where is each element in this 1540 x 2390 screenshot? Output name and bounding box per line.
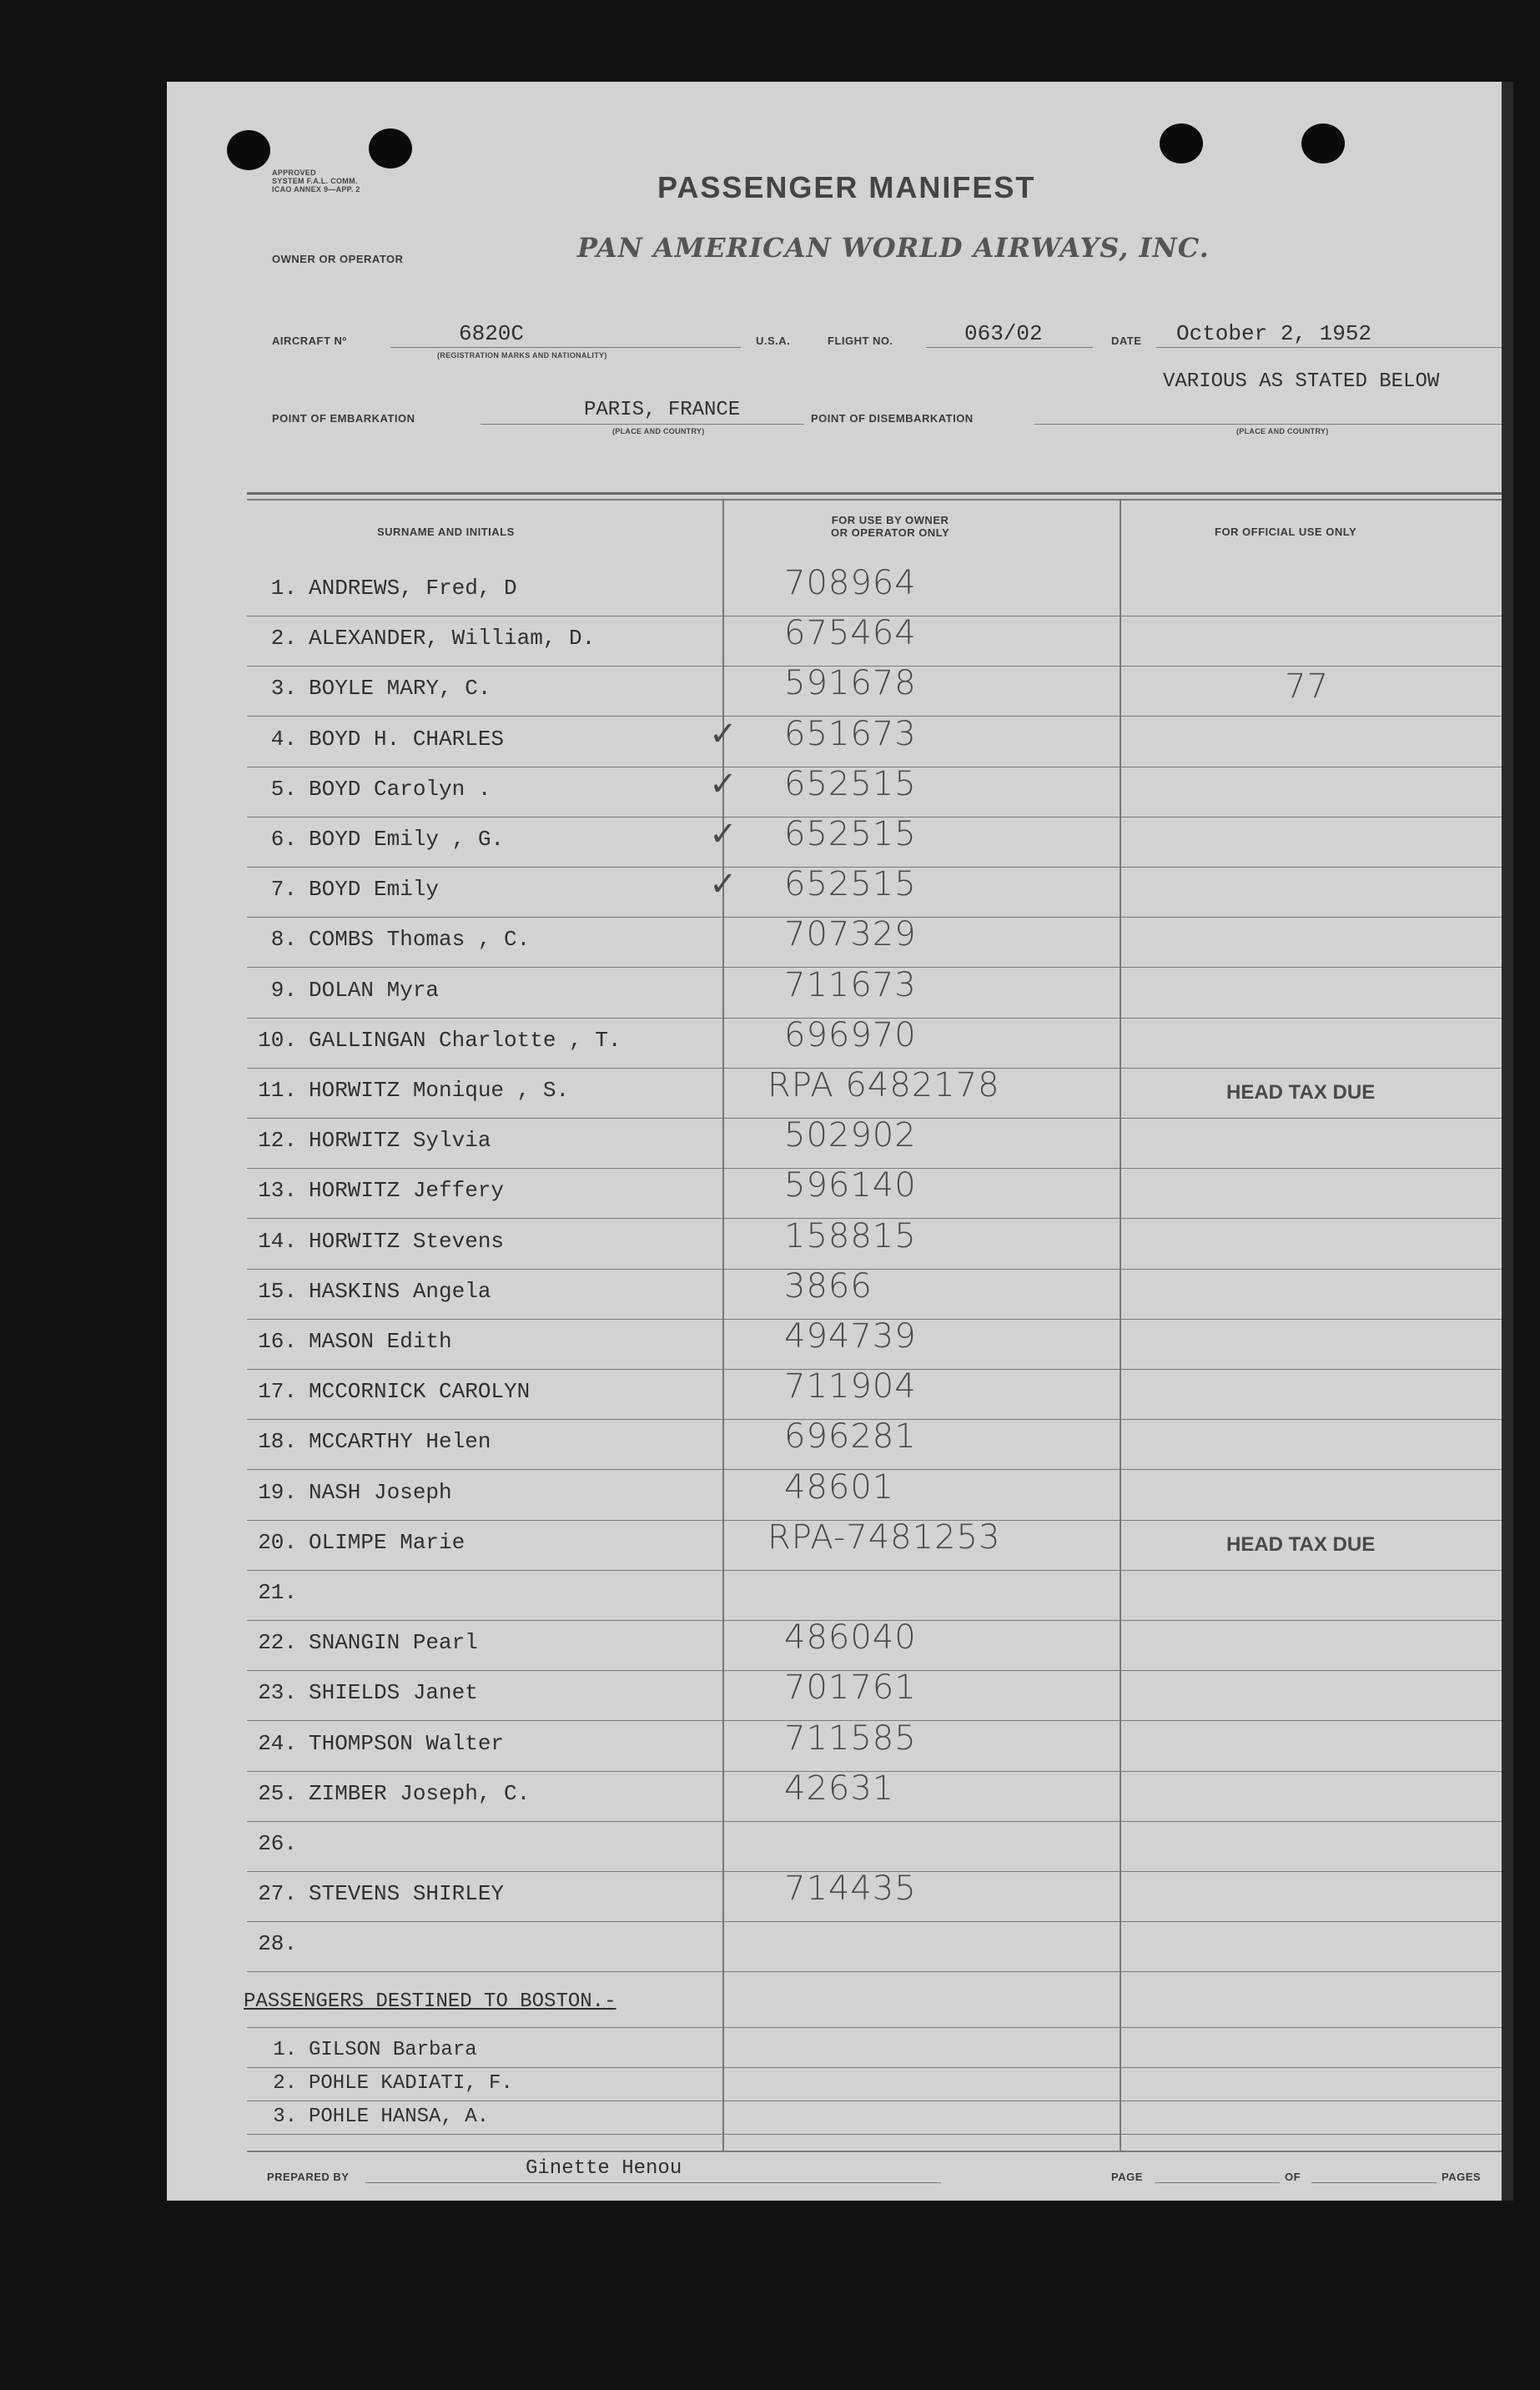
flight-line: [926, 347, 1093, 348]
column-header-official-use: FOR OFFICIAL USE ONLY: [1215, 526, 1357, 538]
row-number: 3.: [270, 676, 297, 701]
column-header-line: FOR USE BY OWNER: [831, 514, 949, 526]
row-number: 19.: [258, 1480, 297, 1505]
pages-label: PAGES: [1442, 2171, 1482, 2183]
row-number: 27.: [258, 1881, 297, 1906]
aircraft-value: 6820C: [459, 321, 525, 346]
ticket-number: 494739: [784, 1317, 917, 1356]
date-value: October 2, 1952: [1176, 321, 1372, 346]
row-number: 12.: [258, 1128, 297, 1153]
passenger-name: BOYD Carolyn .: [309, 777, 491, 802]
row-number: 14.: [258, 1229, 297, 1254]
disembarkation-note: (PLACE AND COUNTRY): [1236, 427, 1329, 435]
punch-hole: [227, 130, 270, 170]
checkmark-icon: ✓: [709, 766, 737, 803]
passenger-name: SHIELDS Janet: [309, 1680, 478, 1705]
row-rule: [247, 1269, 1502, 1270]
ticket-number: RPA-7481253: [767, 1518, 1001, 1557]
ticket-number: 486040: [784, 1618, 917, 1657]
ticket-number: 711673: [784, 966, 917, 1004]
prepared-value: Ginette Henou: [526, 2157, 682, 2180]
disembarkation-value: VARIOUS AS STATED BELOW: [1163, 370, 1440, 393]
row-number: 11.: [258, 1078, 297, 1103]
ticket-number: 707329: [784, 915, 917, 953]
boston-passenger-name: GILSON Barbara: [309, 2039, 477, 2061]
approval-line: SYSTEM F.A.L. COMM.: [272, 177, 358, 185]
embarkation-note: (PLACE AND COUNTRY): [612, 427, 705, 435]
row-rule: [247, 1821, 1502, 1822]
checkmark-icon: ✓: [709, 866, 737, 903]
checkmark-icon: ✓: [709, 716, 737, 752]
manifest-page: [167, 82, 1502, 2201]
passenger-name: GALLINGAN Charlotte , T.: [309, 1028, 622, 1053]
ticket-number: 711585: [784, 1719, 917, 1758]
column-header-surname: SURNAME AND INITIALS: [377, 526, 515, 538]
row-number: 7.: [270, 877, 297, 902]
passenger-name: HORWITZ Sylvia: [309, 1128, 491, 1153]
page-label: PAGE: [1111, 2171, 1143, 2183]
aircraft-label: AIRCRAFT Nº: [272, 335, 347, 347]
disembarkation-line: [1034, 424, 1502, 425]
passenger-name: NASH Joseph: [309, 1480, 452, 1505]
punch-hole: [1301, 123, 1345, 164]
passenger-name: BOYLE MARY, C.: [309, 676, 491, 701]
boston-row-number: 2.: [273, 2072, 297, 2095]
ticket-number: 651673: [784, 715, 917, 753]
approval-line: APPROVED: [272, 169, 316, 177]
ticket-number: 652515: [784, 815, 917, 853]
ticket-number: 696281: [784, 1417, 917, 1456]
flight-value: 063/02: [964, 321, 1043, 346]
row-number: 18.: [258, 1429, 297, 1454]
approval-line: ICAO ANNEX 9—APP. 2: [272, 185, 360, 194]
table-bottom-rule: [247, 2151, 1502, 2152]
row-number: 9.: [270, 978, 297, 1003]
passenger-name: ALEXANDER, William, D.: [309, 626, 596, 651]
passenger-name: BOYD H. CHARLES: [309, 727, 505, 752]
of-label: OF: [1285, 2171, 1301, 2183]
page-shadow: [1502, 82, 1513, 2201]
disembarkation-label: POINT OF DISEMBARKATION: [811, 412, 974, 425]
operator-name: PAN AMERICAN WORLD AIRWAYS, INC.: [577, 232, 1210, 264]
table-top-rule: [247, 492, 1502, 495]
official-note: HEAD TAX DUE: [1226, 1081, 1376, 1104]
ticket-number: 696970: [784, 1016, 917, 1054]
row-rule: [247, 2067, 1502, 2068]
row-number: 13.: [258, 1178, 297, 1203]
passenger-name: SNANGIN Pearl: [309, 1630, 478, 1655]
passenger-name: MASON Edith: [309, 1329, 452, 1354]
ticket-number: 596140: [784, 1166, 917, 1205]
row-rule: [247, 1971, 1502, 1972]
checkmark-icon: ✓: [709, 816, 737, 853]
embarkation-line: [481, 424, 804, 425]
boston-row-number: 3.: [273, 2106, 297, 2128]
approval-note: [272, 169, 360, 194]
prepared-line: [365, 2182, 941, 2183]
ticket-number: 652515: [784, 865, 917, 903]
row-number: 5.: [270, 777, 297, 802]
boston-passenger-name: POHLE KADIATI, F.: [309, 2072, 513, 2095]
official-note: 77: [1285, 667, 1329, 706]
row-number: 20.: [258, 1530, 297, 1555]
row-number: 1.: [270, 576, 297, 601]
passenger-name: MCCARTHY Helen: [309, 1429, 491, 1454]
row-number: 16.: [258, 1329, 297, 1354]
passenger-name: THOMPSON Walter: [309, 1731, 505, 1756]
date-label: DATE: [1111, 335, 1142, 347]
ticket-number: 48601: [784, 1468, 895, 1507]
row-rule: [247, 2027, 1502, 2028]
row-number: 26.: [258, 1831, 297, 1856]
passenger-name: BOYD Emily , G.: [309, 827, 505, 852]
passenger-name: COMBS Thomas , C.: [309, 927, 531, 952]
boston-passenger-name: POHLE HANSA, A.: [309, 2106, 490, 2128]
boston-heading: PASSENGERS DESTINED TO BOSTON.-: [244, 1990, 617, 2013]
passenger-name: ANDREWS, Fred, D: [309, 576, 517, 601]
passenger-name: HORWITZ Stevens: [309, 1229, 505, 1254]
ticket-number: 711904: [784, 1367, 917, 1406]
ticket-number: 42631: [784, 1769, 895, 1808]
table-top-rule-2: [247, 499, 1502, 501]
row-rule: [247, 1570, 1502, 1571]
ticket-number: 652515: [784, 765, 917, 803]
row-rule: [247, 1921, 1502, 1922]
ticket-number: 714435: [784, 1869, 917, 1908]
row-number: 8.: [270, 927, 297, 952]
row-number: 6.: [270, 827, 297, 852]
passenger-name: STEVENS SHIRLEY: [309, 1881, 505, 1906]
passenger-name: HORWITZ Monique , S.: [309, 1078, 570, 1103]
ticket-number: 701761: [784, 1668, 917, 1707]
passenger-name: DOLAN Myra: [309, 978, 440, 1003]
row-number: 2.: [270, 626, 297, 651]
registration-note: (REGISTRATION MARKS AND NATIONALITY): [437, 351, 607, 360]
of-line: [1311, 2182, 1437, 2183]
row-number: 22.: [258, 1630, 297, 1655]
row-number: 21.: [258, 1580, 297, 1605]
ticket-number: 3866: [784, 1267, 873, 1306]
row-number: 23.: [258, 1680, 297, 1705]
passenger-name: BOYD Emily: [309, 877, 440, 902]
passenger-name: MCCORNICK CAROLYN: [309, 1379, 531, 1404]
embarkation-value: PARIS, FRANCE: [584, 399, 741, 421]
row-rule: [247, 2134, 1502, 2135]
ticket-number: 708964: [784, 564, 917, 602]
column-divider: [1120, 499, 1121, 2151]
passenger-name: OLIMPE Marie: [309, 1530, 466, 1555]
ticket-number: 502902: [784, 1116, 917, 1155]
passenger-name: HASKINS Angela: [309, 1279, 491, 1304]
column-header-owner-use: [831, 514, 949, 539]
embarkation-label: POINT OF EMBARKATION: [272, 412, 415, 425]
flight-label: FLIGHT NO.: [828, 335, 893, 347]
boston-row-number: 1.: [273, 2039, 297, 2061]
row-number: 15.: [258, 1279, 297, 1304]
ticket-number: 591678: [784, 664, 917, 702]
date-line: [1156, 347, 1502, 348]
passenger-name: HORWITZ Jeffery: [309, 1178, 505, 1203]
ticket-number: RPA 6482178: [767, 1066, 1000, 1104]
usa-label: U.S.A.: [756, 335, 791, 347]
ticket-number: 158815: [784, 1217, 917, 1255]
column-header-line: OR OPERATOR ONLY: [831, 526, 950, 539]
row-number: 28.: [258, 1931, 297, 1956]
prepared-label: PREPARED BY: [267, 2171, 350, 2183]
punch-hole: [1160, 123, 1203, 164]
row-number: 10.: [258, 1028, 297, 1053]
passenger-name: ZIMBER Joseph, C.: [309, 1781, 531, 1806]
ticket-number: 675464: [784, 614, 917, 652]
punch-hole: [369, 128, 412, 169]
row-number: 4.: [270, 727, 297, 752]
row-number: 24.: [258, 1731, 297, 1756]
row-number: 17.: [258, 1379, 297, 1404]
aircraft-line: [390, 347, 741, 348]
page-line: [1155, 2182, 1280, 2183]
row-number: 25.: [258, 1781, 297, 1806]
owner-label: OWNER OR OPERATOR: [272, 253, 404, 265]
page-title: PASSENGER MANIFEST: [657, 170, 1036, 204]
official-note: HEAD TAX DUE: [1226, 1533, 1376, 1556]
